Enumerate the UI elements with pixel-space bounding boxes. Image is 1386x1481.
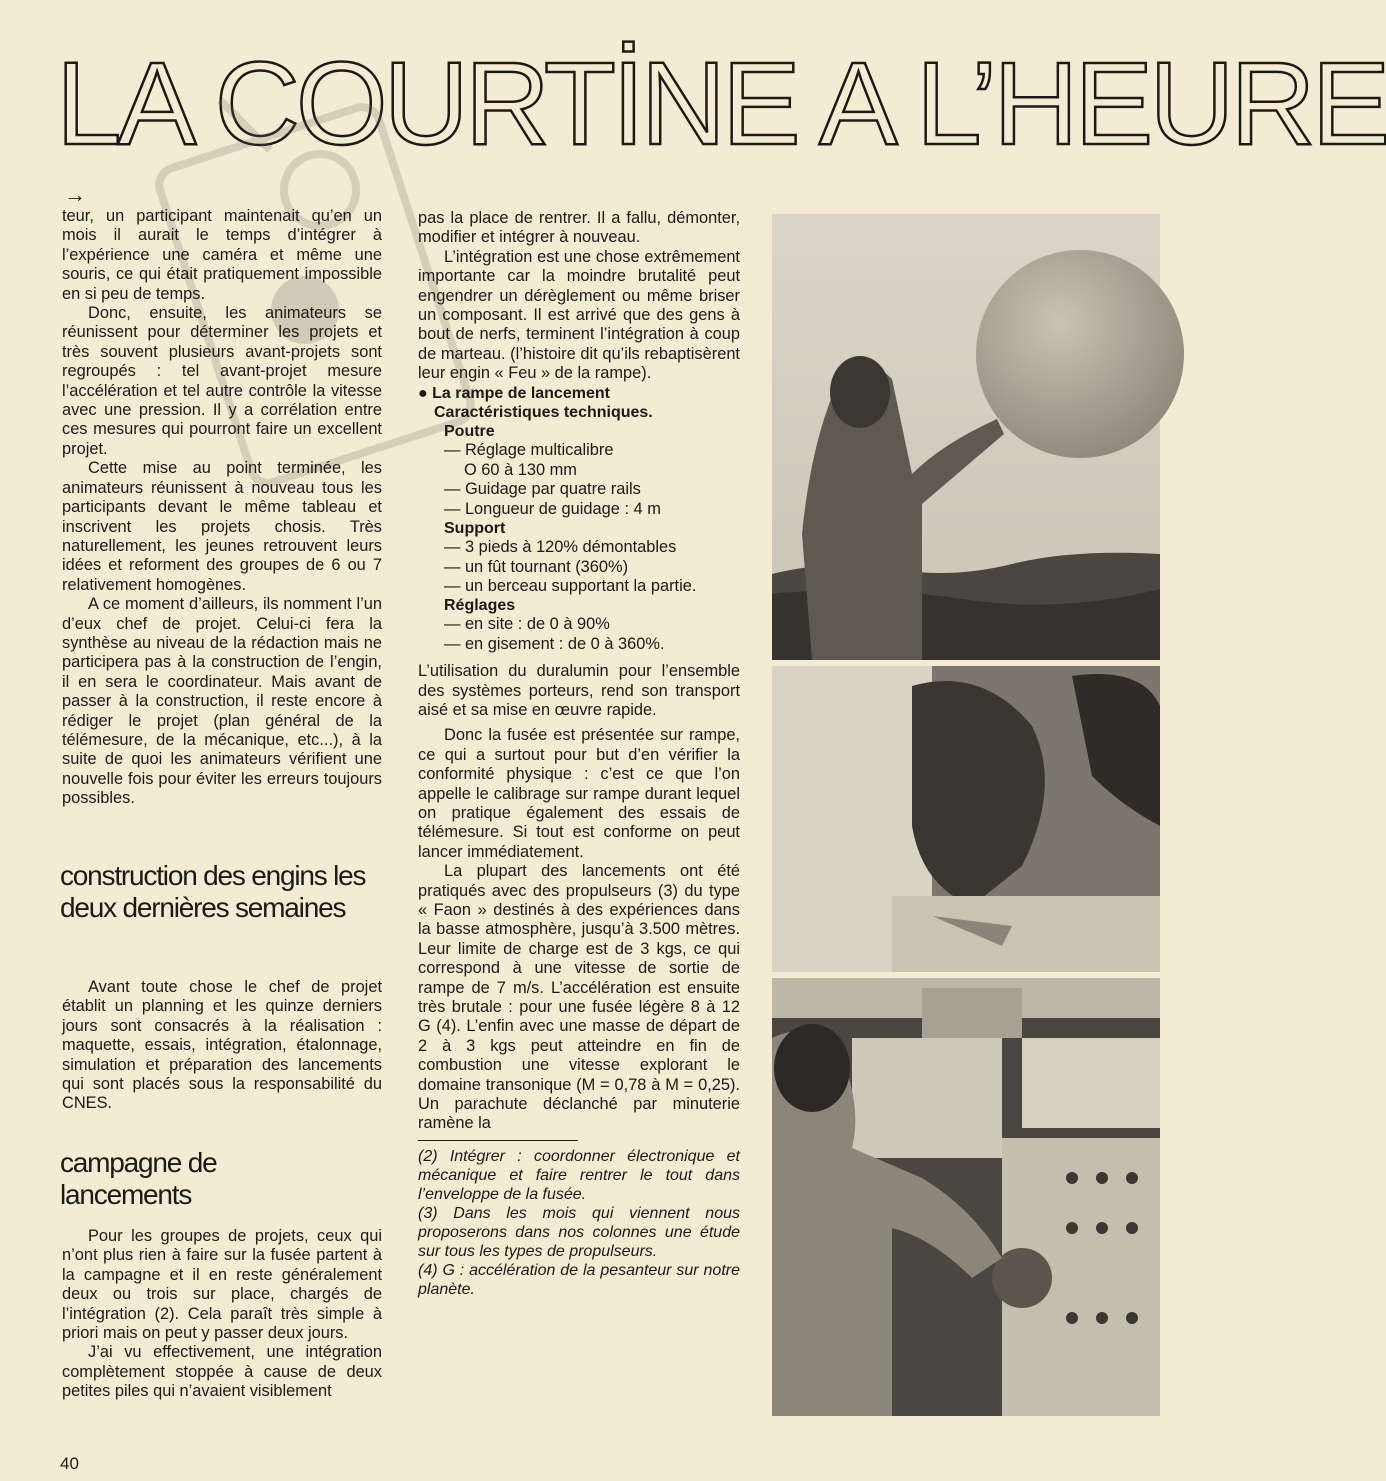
spec-item: — en gisement : de 0 à 360%. — [444, 634, 665, 653]
spec-item: — un fût tournant (360%) — [444, 557, 629, 576]
headline: LA COURTİNE A L’HEURE — [56, 38, 1386, 170]
spec-item: — Longueur de guidage : 4 m — [444, 499, 661, 518]
spec-item: — en site : de 0 à 90% — [444, 615, 610, 634]
section-construction-body — [62, 978, 382, 1114]
paragraph: teur, un participant maintenait qu’en un mois il aurait le temps d’intégrer à l’expérience une caméra et même une souris, ce qui était pratiquement impossible en si peu de temps. — [62, 207, 382, 303]
section-heading-campagne: campagne de lancements — [60, 1147, 217, 1210]
photo-balloon-launch — [772, 214, 1160, 660]
rampe-title-line2: Caractéristiques techniques. — [434, 404, 653, 422]
spec-group-support — [418, 519, 740, 596]
paragraph: Avant toute chose le chef de projet établit un planning et les quinze derniers jours sont consacrés à la réalisation : maquette, essais, intégration, étalonnage, simulation et préparation des lancements qui sont placés sous la responsabilité du CNES. — [62, 978, 382, 1113]
paragraph: Cette mise au point terminée, les animateurs réunissent à nouveau tous les participants devant le même tableau et inscrivent les projets chosis. Très naturellement, les jeunes retrouvent leurs idées et reforment des groupes de 6 ou 7 relativement homogènes. — [62, 459, 382, 594]
footnote: (4) G : accélération de la pesanteur sur notre planète. — [418, 1261, 740, 1298]
photo-workshop — [772, 666, 1160, 972]
column-middle — [418, 209, 740, 1299]
page-number: 40 — [60, 1454, 79, 1473]
paragraph: Donc, ensuite, les animateurs se réunissent pour déterminer les projets et très souvent plusieurs avant-projets sont regroupés : tel avant-projet mesure l’accélération et tel autre contrôle la vitesse avec une pression. Il y a corrélation entre ces mesures qui pourront faire un excellent projet. — [62, 304, 382, 458]
continuation-arrow: → — [64, 182, 86, 207]
paragraph: L’intégration est une chose extrêmement importante car la moindre brutalité peut engendrer un dérèglement ou même briser un composant. Il est arrivé que des gens à bout de nerfs, terminent l’intégration à coup de marteau. (l’histoire dit qu’ils rebaptisèrent leur engin « Feu » de la rampe). — [418, 247, 740, 383]
spec-heading: Réglages — [444, 597, 516, 615]
footnote: (3) Dans les mois qui viennent nous proposerons dans nos colonnes une étude sur tous les types de propulseurs. — [418, 1204, 740, 1260]
paragraph: J’ai vu effectivement, une intégration complètement stoppée à cause de deux petites piles qui n’avaient visiblement — [62, 1343, 382, 1401]
spec-item: — un berceau supportant la partie. — [444, 576, 697, 595]
paragraph: Pour les groupes de projets, ceux qui n’ont plus rien à faire sur la fusée partent à la campagne et il en reste généralement deux ou trois sur place, chargés de l’intégration (2). Cela paraît très simple à priori mais on peut y passer deux jours. — [62, 1227, 382, 1343]
spec-heading: Support — [444, 520, 506, 538]
rampe-title — [418, 384, 740, 423]
spec-group-reglages — [418, 596, 740, 654]
paragraph: pas la place de rentrer. Il a fallu, démonter, modifier et intégrer à nouveau. — [418, 209, 740, 247]
footnote-rule — [418, 1140, 578, 1141]
section-heading-construction: construction des engins les deux dernières semaines — [60, 860, 366, 923]
paragraph: A ce moment d’ailleurs, ils nomment l’un d’eux chef de projet. Celui-ci fera la synthèse au niveau de la rédaction mais ne participera pas à la construction de l’engin, il en sera le coordinateur. Mais avant de passer à la construction, il reste encore à rédiger le projet (plan général de la télémesure, de la mécanique, etc...), à la suite de quoi les animateurs vérifient une nouvelle fois pour éviter les erreurs toujours possibles. — [62, 595, 382, 808]
paragraph: L’utilisation du duralumin pour l’ensemble des systèmes porteurs, rend son transport aisé et sa mise en œuvre rapide. — [418, 662, 740, 719]
spec-group-poutre — [418, 422, 740, 519]
spec-item: — Réglage multicalibre — [444, 441, 614, 460]
spec-item: — Guidage par quatre rails — [444, 480, 641, 499]
rampe-title-line1: ● La rampe de lancement — [418, 384, 610, 402]
spec-heading: Poutre — [444, 423, 495, 441]
spec-item: — 3 pieds à 120% démontables — [444, 538, 677, 557]
photo-telemetry-equipment — [772, 978, 1160, 1416]
footnote: (2) Intégrer : coordonner électronique et mécanique et faire rentrer le tout dans l’enveloppe de la fusée. — [418, 1147, 740, 1203]
paragraph: Donc la fusée est présentée sur rampe, ce qui a surtout pour but d’en vérifier la conformité physique : c’est ce que l’on appelle le calibrage sur rampe durant lequel on pratique également des essais de télémesure. Si tout est conforme on peut lancer immédiatement. — [418, 726, 740, 861]
section-campagne-body — [62, 1227, 382, 1402]
column-left — [62, 207, 382, 809]
paragraph: La plupart des lancements ont été pratiqués avec des propulseurs (3) du type « Faon » destinés à des expériences dans la basse atmosphère, jusqu’à 3.500 mètres. Leur limite de charge est de 3 kgs, ce qui correspond à une vitesse de sortie de rampe de 7 m/s. L’accélération est ensuite très brutale : pour une fusée légère 8 à 12 G (4). L’enfin avec une masse de départ de 2 à 3 kgs peut atteindre en fin de combustion une vitesse explorant le domaine transonique (M = 0,78 à M = 0,25). Un parachute déclanché par minuterie ramène la — [418, 862, 740, 1133]
spec-item: O 60 à 130 mm — [464, 460, 577, 479]
